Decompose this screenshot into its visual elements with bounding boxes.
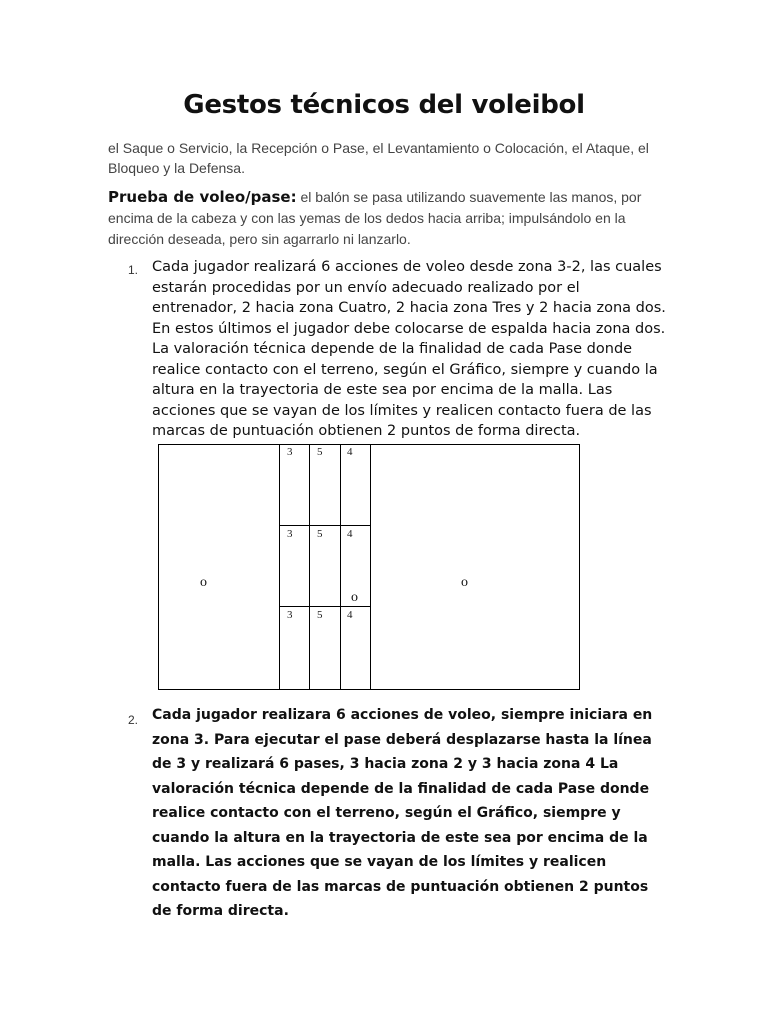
zone-divider bbox=[309, 445, 310, 689]
zone-divider bbox=[370, 445, 371, 689]
list-item-number: 1. bbox=[128, 263, 139, 277]
zone-label: 4 bbox=[347, 446, 353, 458]
list-item-text: Cada jugador realizará 6 acciones de voleo desde zona 3-2, las cuales estarán procedidas por un envío adecuado realizado por el entrenador, 2 hacia zona Cuatro, 2 hacia zona Tres y 2 hacia zona dos. En estos últimos el jugador debe colocarse de espalda hacia zona dos. La valoración técnica depende de la finalidad de cada Pase donde realice contacto con el terreno, según el Gráfico, siempre y cuando la altura en la trayectoria de este sea por encima de la malla. Las acciones que se vayan de los límites y realicen contacto fuera de las marcas de puntuación obtienen 2 puntos de forma directa. bbox=[152, 259, 666, 439]
zone-label: 3 bbox=[287, 609, 293, 621]
intro-paragraph: el Saque o Servicio, la Recepción o Pase, el Levantamiento o Colocación, el Ataque, el Bloqueo y la Defensa. bbox=[108, 140, 649, 176]
list-item-text: Cada jugador realizara 6 acciones de voleo, siempre iniciara en zona 3. Para ejecutar el pase deberá desplazarse hasta la línea de 3 y realizará 6 pases, 3 hacia zona 2 y 3 hacia zona 4 La valoración técnica depende de la finalidad de cada Pase donde realice contacto con el terreno, según el Gráfico, siempre y cuando la altura en la trayectoria de este sea por encima de la malla. Las acciones que se vayan de los límites y realicen contacto fuera de las marcas de puntuación obtienen 2 puntos de forma directa. bbox=[152, 707, 653, 919]
prueba-label: Prueba de voleo/pase: bbox=[108, 188, 297, 206]
zone-label: 5 bbox=[317, 446, 323, 458]
zone-label: 3 bbox=[287, 446, 293, 458]
player-marker: o bbox=[351, 590, 358, 605]
prueba-text: el balón se pasa utilizando suavemente las manos, por encima de la cabeza y con las yemas de los dedos hacia arriba; impulsándolo en la dirección deseada, pero sin agarrarlo ni lanzarlo. bbox=[108, 189, 642, 247]
player-marker: o bbox=[461, 575, 468, 590]
zone-label: 4 bbox=[347, 609, 353, 621]
zone-divider bbox=[279, 445, 280, 689]
zone-label: 5 bbox=[317, 528, 323, 540]
player-marker: o bbox=[200, 575, 207, 590]
zone-label: 5 bbox=[317, 609, 323, 621]
list-item-number: 2. bbox=[128, 713, 139, 727]
page-title: Gestos técnicos del voleibol bbox=[183, 90, 585, 120]
zone-divider bbox=[340, 445, 341, 689]
zone-label: 4 bbox=[347, 528, 353, 540]
court-diagram bbox=[158, 444, 580, 690]
zone-label: 3 bbox=[287, 528, 293, 540]
zone-divider bbox=[279, 606, 370, 607]
prueba-paragraph bbox=[108, 187, 668, 250]
zone-divider bbox=[279, 525, 370, 526]
